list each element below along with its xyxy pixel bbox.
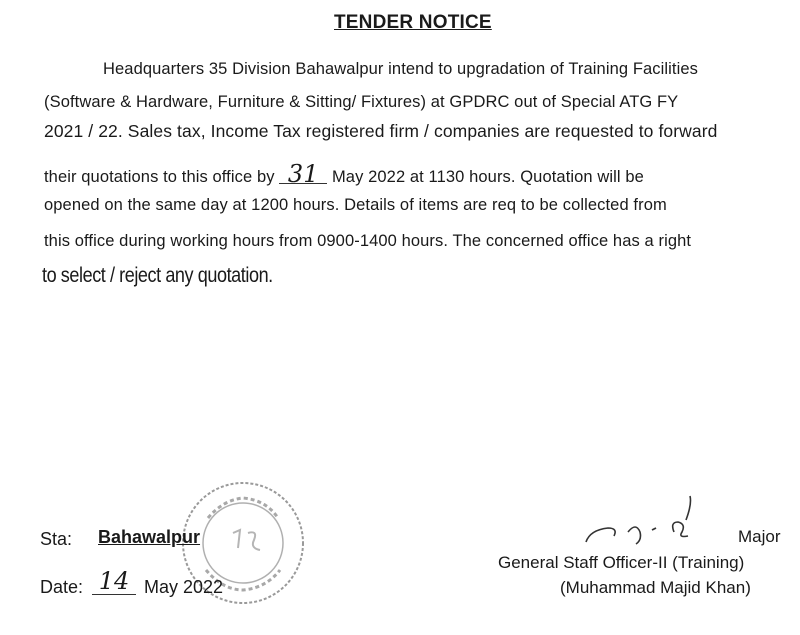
- signature: [578, 492, 728, 562]
- date-month-year: May 2022: [144, 577, 224, 597]
- body-line-7: to select / reject any quotation.: [42, 264, 273, 287]
- handwritten-day: 31: [279, 165, 327, 184]
- signatory-post: General Staff Officer-II (Training): [498, 553, 745, 572]
- date-label: Date:: [40, 577, 84, 597]
- date-day-handwritten: 14: [92, 568, 136, 595]
- station-label: Sta:: [40, 529, 73, 549]
- body-line-4-start: their quotations to this office by: [44, 168, 275, 186]
- body-line-6: this office during working hours from 0900-1400 hours. The concerned office has a right: [44, 232, 692, 250]
- notice-title: TENDER NOTICE: [334, 12, 492, 33]
- body-line-1: Headquarters 35 Division Bahawalpur intend to upgradation of Training Facilities: [103, 60, 699, 78]
- signatory-rank: Major: [738, 527, 781, 546]
- body-line-2: (Software & Hardware, Furniture & Sitting/ Fixtures) at GPDRC out of Special ATG FY: [44, 93, 679, 111]
- body-line-4: [44, 160, 644, 188]
- body-line-4-end: May 2022 at 1130 hours. Quotation will be: [331, 168, 644, 186]
- body-line-5: opened on the same day at 1200 hours. Details of items are req to be collected from: [44, 196, 667, 214]
- station-value: Bahawalpur: [98, 527, 201, 547]
- body-line-3: 2021 / 22. Sales tax, Income Tax registered firm / companies are requested to forward: [44, 121, 718, 141]
- signatory-name: (Muhammad Majid Khan): [560, 578, 751, 597]
